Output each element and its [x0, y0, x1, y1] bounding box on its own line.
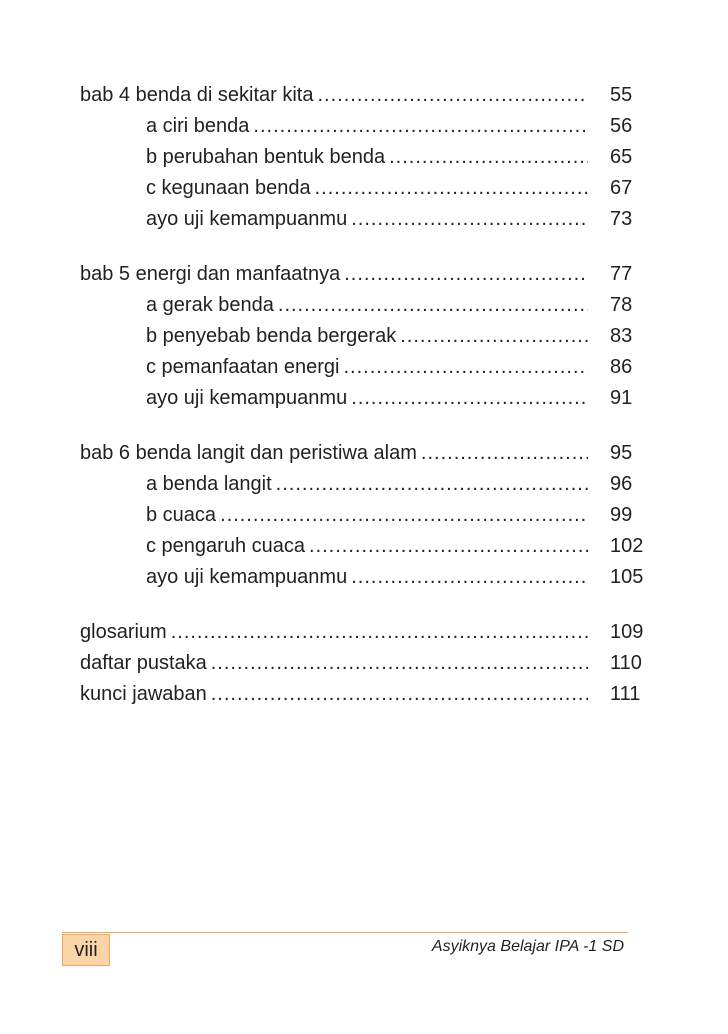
toc-entry-page: 109	[610, 621, 644, 643]
toc-entry-label: kunci jawaban	[80, 683, 207, 705]
toc-dot-leader	[344, 259, 588, 290]
toc-entry-page: 91	[610, 387, 633, 409]
toc-entry-label: a ciri benda	[146, 115, 250, 137]
toc-entry-label: ayo uji kemampuanmu	[146, 208, 348, 230]
toc-entry[interactable]	[80, 648, 646, 679]
toc-entry-page: 105	[610, 566, 644, 588]
toc-group	[80, 617, 646, 710]
toc-entry[interactable]	[80, 204, 646, 235]
toc-dot-leader	[220, 500, 588, 531]
toc-entry[interactable]	[80, 321, 646, 352]
toc-entry-label: daftar pustaka	[80, 652, 207, 674]
toc-entry[interactable]	[80, 290, 646, 321]
toc-entry-label: a benda langit	[146, 473, 272, 495]
toc-entry-page: 102	[610, 535, 644, 557]
toc-entry-label: c kegunaan benda	[146, 177, 311, 199]
toc-entry-label: b penyebab benda bergerak	[146, 325, 397, 347]
toc-group	[80, 438, 646, 593]
toc-entry[interactable]	[80, 438, 646, 469]
toc-dot-leader	[309, 531, 588, 562]
toc-entry[interactable]	[80, 173, 646, 204]
toc-entry-page: 78	[610, 294, 633, 316]
toc-entry-page: 99	[610, 504, 633, 526]
toc-entry-label: bab 5 energi dan manfaatnya	[80, 263, 341, 285]
toc-entry-page: 96	[610, 473, 633, 495]
toc-group	[80, 80, 646, 235]
toc-entry-page: 110	[610, 652, 642, 674]
footer-rule	[62, 932, 628, 933]
toc-group	[80, 259, 646, 414]
toc-dot-leader	[421, 438, 588, 469]
toc-entry-label: c pemanfaatan energi	[146, 356, 340, 378]
toc-dot-leader	[351, 562, 588, 593]
toc-entry-page: 73	[610, 208, 633, 230]
toc-dot-leader	[211, 679, 588, 710]
toc-entry-label: glosarium	[80, 621, 167, 643]
toc-entry-label: b cuaca	[146, 504, 217, 526]
toc-dot-leader	[400, 321, 588, 352]
toc-entry-label: ayo uji kemampuanmu	[146, 566, 348, 588]
toc-dot-leader	[276, 469, 588, 500]
toc-dot-leader	[351, 383, 588, 414]
toc-entry[interactable]	[80, 259, 646, 290]
toc-entry[interactable]	[80, 500, 646, 531]
toc-entry[interactable]	[80, 80, 646, 111]
toc-entry-label: ayo uji kemampuanmu	[146, 387, 348, 409]
toc-entry-label: b perubahan bentuk benda	[146, 146, 386, 168]
toc-dot-leader	[253, 111, 588, 142]
toc-entry-page: 56	[610, 115, 633, 137]
toc-entry-page: 86	[610, 356, 633, 378]
toc-entry[interactable]	[80, 111, 646, 142]
toc-entry-label: c pengaruh cuaca	[146, 535, 306, 557]
toc-dot-leader	[278, 290, 588, 321]
toc-entry[interactable]	[80, 617, 646, 648]
toc-dot-leader	[351, 204, 588, 235]
toc-dot-leader	[389, 142, 588, 173]
toc-entry-page: 83	[610, 325, 633, 347]
toc-entry-page: 67	[610, 177, 633, 199]
toc-dot-leader	[171, 617, 588, 648]
toc-entry-page: 111	[610, 683, 641, 705]
toc-entry[interactable]	[80, 531, 646, 562]
toc-entry[interactable]	[80, 352, 646, 383]
toc-entry[interactable]	[80, 679, 646, 710]
toc-entry[interactable]	[80, 469, 646, 500]
toc-dot-leader	[211, 648, 588, 679]
toc-entry[interactable]	[80, 562, 646, 593]
toc-entry-label: bab 4 benda di sekitar kita	[80, 84, 314, 106]
toc-dot-leader	[343, 352, 588, 383]
toc-entry-page: 65	[610, 146, 633, 168]
book-title: Asyiknya Belajar IPA -1 SD	[431, 938, 624, 955]
page-number: viii	[62, 934, 110, 966]
toc-dot-leader	[318, 80, 589, 111]
toc-entry-page: 55	[610, 84, 633, 106]
table-of-contents	[80, 80, 646, 734]
toc-entry[interactable]	[80, 142, 646, 173]
toc-entry-page: 95	[610, 442, 633, 464]
toc-entry-label: a gerak benda	[146, 294, 274, 316]
toc-dot-leader	[315, 173, 588, 204]
toc-entry-page: 77	[610, 263, 633, 285]
toc-entry-label: bab 6 benda langit dan peristiwa alam	[80, 442, 417, 464]
toc-entry[interactable]	[80, 383, 646, 414]
